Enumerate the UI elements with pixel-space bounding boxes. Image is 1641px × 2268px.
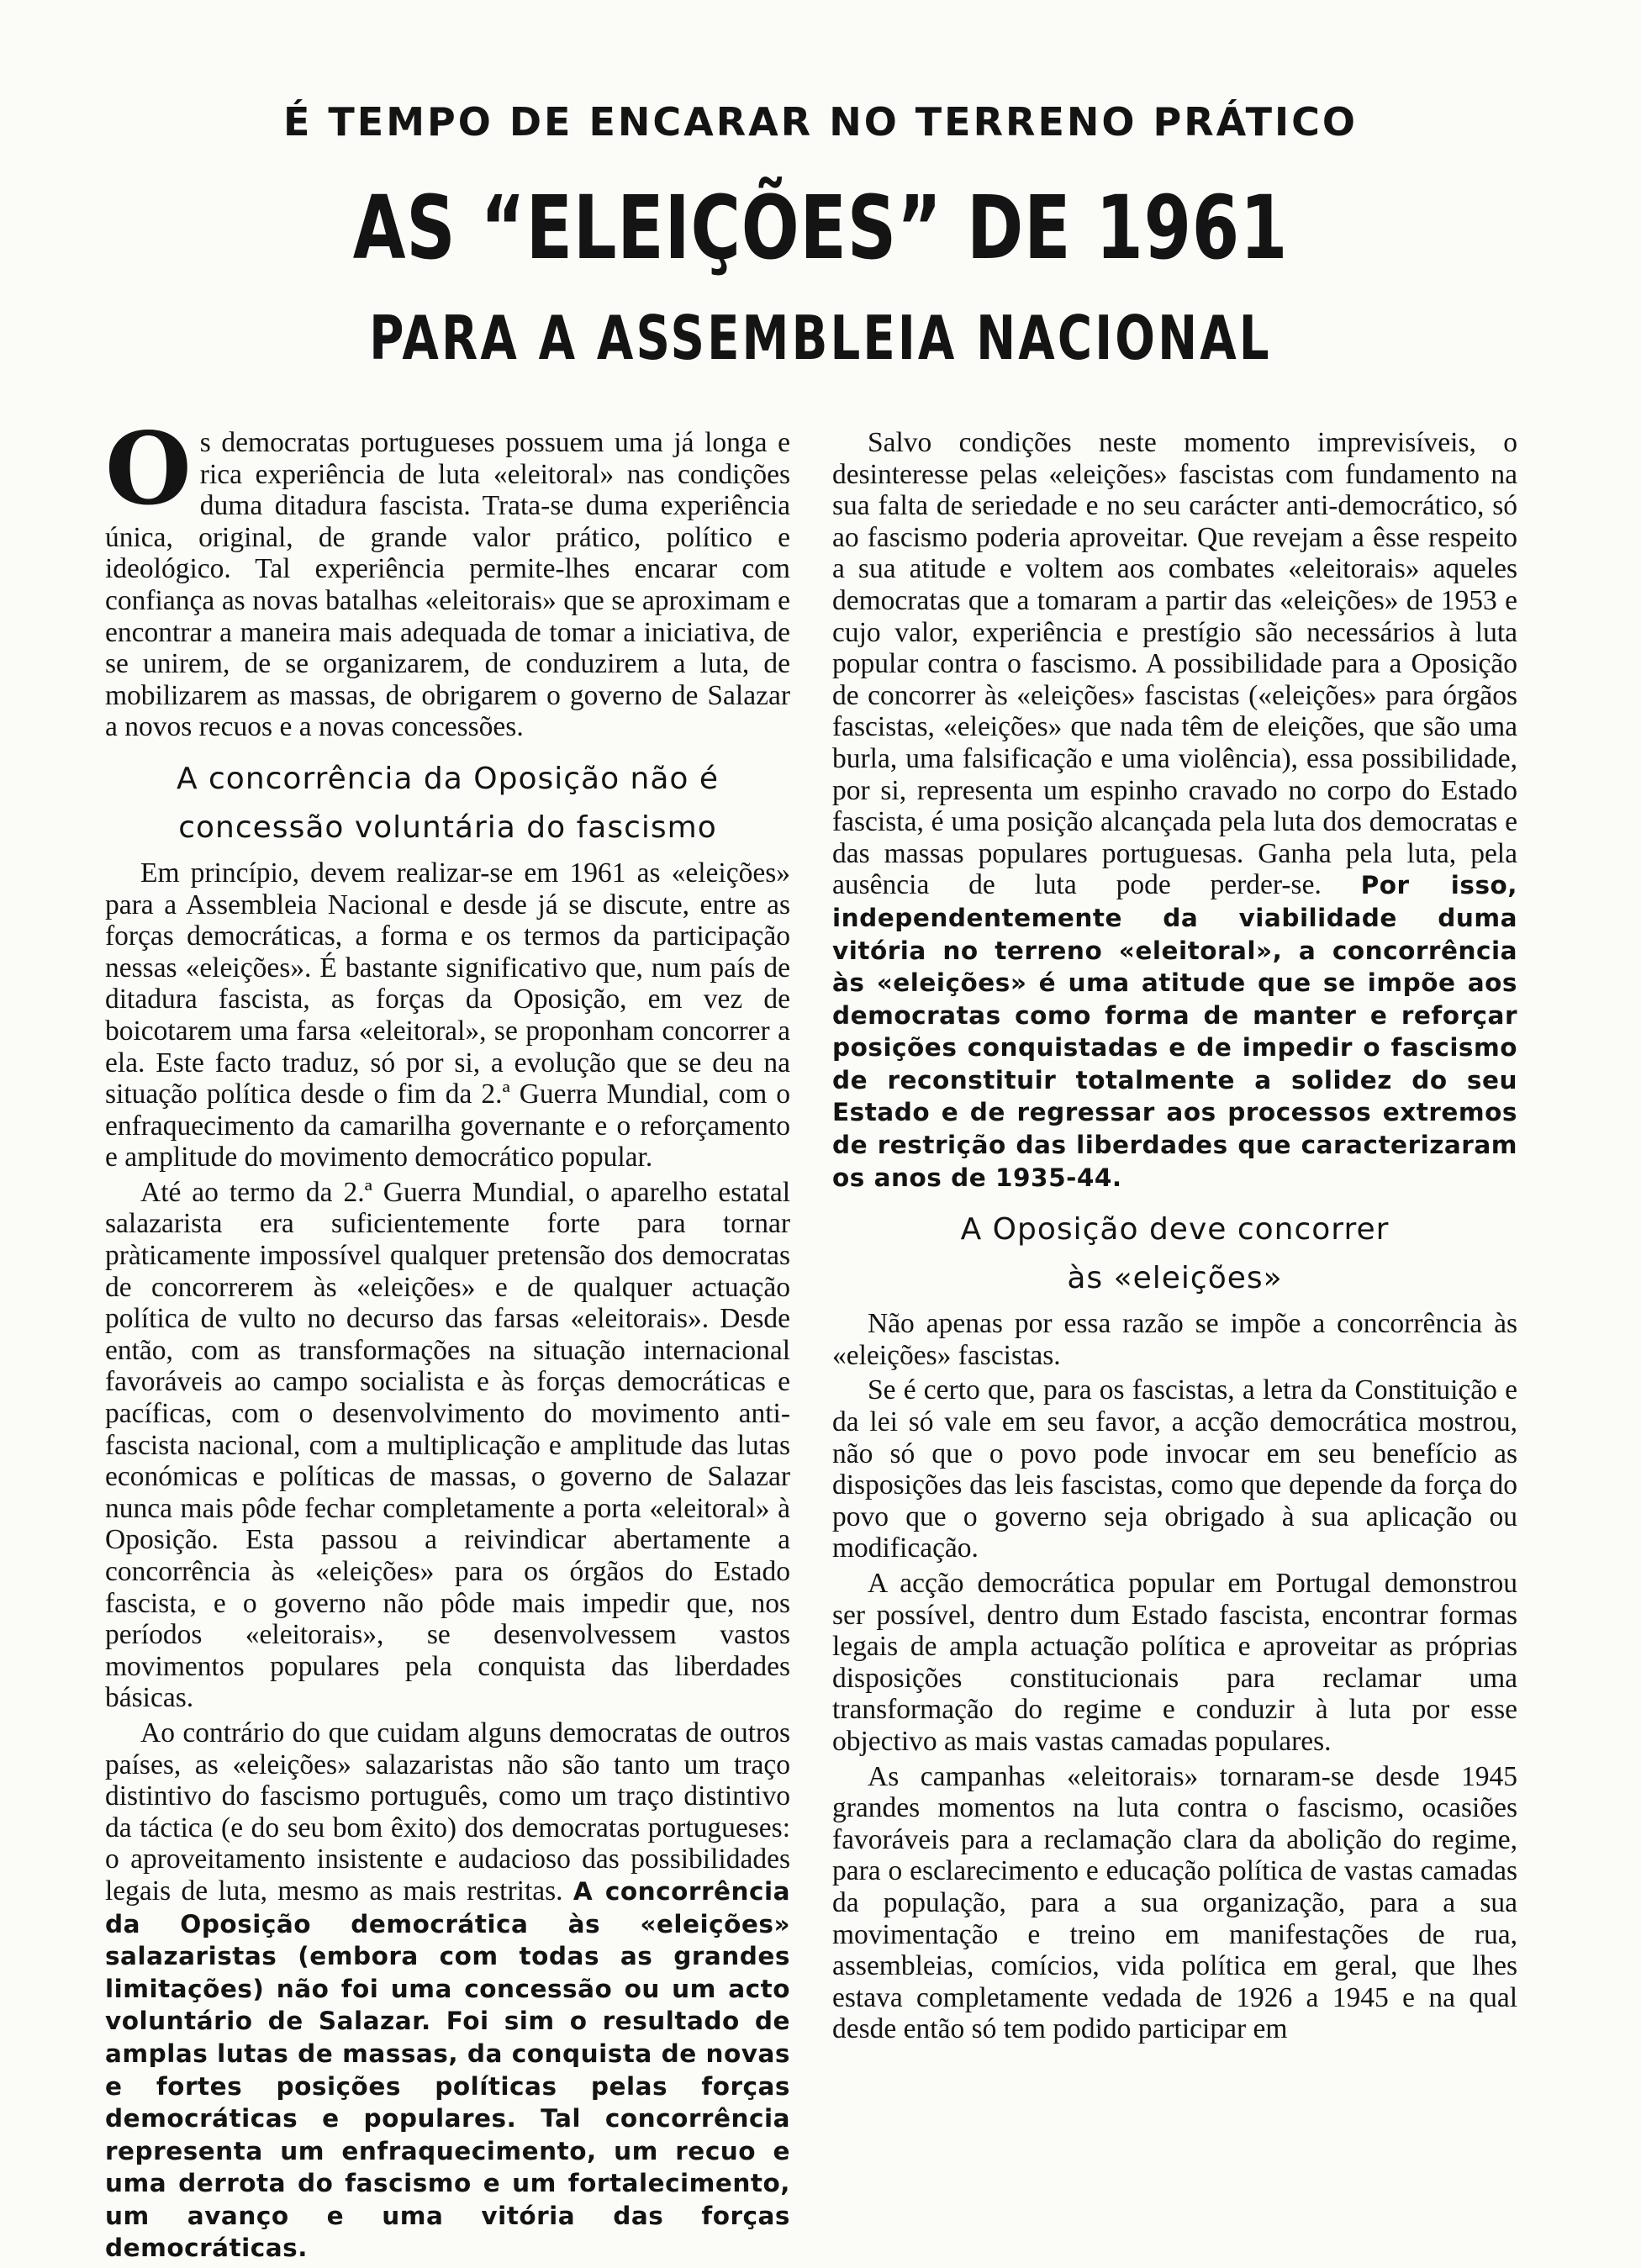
- body-paragraph: A acção democrática popular em Portugal demonstrou ser possível, dentro dum Estado fascista, encontrar formas legais de ampla actuação política e aproveitar as próprias disposições constitucionais para reclamar uma transformação do regime e conduzir à luta por esse objectivo as mais vastas camadas populares.: [832, 1568, 1517, 1757]
- intro-paragraph: [105, 410, 790, 743]
- section-heading-line: A Oposição deve concorrer: [960, 1212, 1390, 1247]
- section-heading-line: concessão voluntária do fascismo: [178, 810, 717, 845]
- body-paragraph: Até ao termo da 2.ª Guerra Mundial, o aparelho estatal salazarista era suficientemente forte para tornar pràticamente impossível qualquer pretensão dos democratas de concorrerem às «eleições» e de qualquer actuação política de vulto no decurso das farsas «eleitorais». Desde então, com as transformações na situação internacional favoráveis ao campo socialista e às forças democráticas e pacíficas, com o desenvolvimento do movimento anti-fascista nacional, com a multiplicação e amplitude das lutas económicas e políticas de massas, o governo de Salazar nunca mais pôde fechar completamente a porta «eleitoral» à Oposição. Esta passou a reivindicar abertamente a concorrência às «eleições» para os órgãos do Estado fascista, e o governo não pôde mais impedir que, nos períodos «eleitorais», se desenvolvessem vastos movimentos populares pela conquista das liberdades básicas.: [105, 1176, 790, 1714]
- body-paragraph: [105, 1717, 790, 2265]
- body-paragraph: As campanhas «eleitorais» tornaram-se desde 1945 grandes momentos na luta contra o fascismo, ocasiões favoráveis para a reclamação clara da abolição do regime, para o esclarecimento e educação política de vastas camadas da população, para a sua organização, para a sua movimentação e treino em manifestações de rua, assembleias, comícios, vida política em geral, que lhes estava completamente vedada de 1926 a 1945 e na qual desde então só tem podido participar em: [832, 1760, 1517, 2045]
- body-paragraph: Não apenas por essa razão se impõe a concorrência às «eleições» fascistas.: [832, 1308, 1517, 1371]
- section-heading-line: A concorrência da Oposição não é: [176, 761, 720, 796]
- drop-cap: O: [105, 410, 192, 527]
- body-text: Salvo condições neste momento imprevisíveis, o desinteresse pelas «eleições» fascistas com fundamento na sua falta de seriedade e no seu carácter anti-democrático, só ao fascismo poderia aproveitar. Que revejam a êsse respeito a sua atitude e voltem aos combates «eleitorais» aqueles democratas que a tomaram a partir das «eleições» de 1953 e cujo valor, experiência e prestígio são necessários à luta popular contra o fascismo. A possibilidade para a Oposição de concorrer às «eleições» fascistas («eleições» para órgãos fascistas, «eleições» que nada têm de eleições, que são uma burla, uma falsificação e uma violência), essa possibilidade, por si, representa um espinho cravado no corpo do Estado fascista, é uma posição alcançada pela luta dos democratas e das massas populares portuguesas. Ganha pela luta, pela ausência de luta pode perder-se.: [832, 427, 1517, 901]
- kicker-line: É TEMPO DE ENCARAR NO TERRENO PRÁTICO: [282, 99, 1359, 145]
- body-paragraph: Em princípio, devem realizar-se em 1961 as «eleições» para a Assembleia Nacional e desde já se discute, entre as forças democráticas, a forma e os termos da participação nessas «eleições». É bastante significativo que, num país de ditadura fascista, as forças da Oposição, em vez de boicotarem uma farsa «eleitoral», se proponham concorrer a ela. Este facto traduz, só por si, a evolução que se deu na situação política desde o fim da 2.ª Guerra Mundial, com o enfraquecimento da camarilha governante e o reforçamento e amplitude do movimento democrático popular.: [105, 857, 790, 1174]
- intro-text: s democratas portugueses possuem uma já longa e rica experiência de luta «eleitoral» nas condições duma ditadura fascista. Trata-se duma experiência única, original, de grande valor prático, político e ideológico. Tal experiência permite-lhes encarar com confiança as novas batalhas «eleitorais» que se aproximam e encontrar a maneira mais adequada de tomar a iniciativa, de se unirem, de se organizarem, de conduzirem a luta, de mobilizarem as massas, de obrigarem o governo de Salazar a novos recuos e a novas concessões.: [105, 427, 790, 743]
- body-paragraph: [832, 427, 1517, 1194]
- body-paragraph: Se é certo que, para os fascistas, a letra da Constituição e da lei só vale em seu favor, a acção democrática mostrou, não só que o povo pode invocar em seu benefício as disposições das leis fascistas, como que depende da força do povo que o governo seja obrigado à sua aplicação ou modificação.: [832, 1374, 1517, 1564]
- headline: AS “ELEIÇÕES” DE 1961: [352, 177, 1289, 279]
- emphasis-text: A concorrência da Oposição democrática às «eleições» salazaristas (embora com todas as grandes limitações) não foi uma concessão ou um acto voluntário de Salazar. Foi sim o resultado de amplas lutas de massas, da conquista de novas e fortes posições políticas pelas forças democráticas e populares. Tal concorrência representa um enfraquecimento, um recuo e uma derrota do fascismo e um fortalecimento, um avanço e uma vitória das forças democráticas.: [105, 1876, 791, 2263]
- section-heading-line: às «eleições»: [1067, 1261, 1283, 1296]
- right-column: [832, 427, 1517, 2049]
- emphasis-text: Por isso, independentemente da viabilidade duma vitória no terreno «eleitoral», a concorrência às «eleições» é uma atitude que se impõe aos democratas como forma de manter e reforçar posições conquistadas e de impedir o fascismo de reconstituir totalmente a solidez do seu Estado e de regressar aos processos extremos de restrição das liberdades que caracterizaram os anos de 1935-44.: [832, 871, 1517, 1192]
- left-column: [105, 410, 791, 2268]
- subheadline: PARA A ASSEMBLEIA NACIONAL: [369, 303, 1272, 373]
- section-heading-concorrencia: [105, 755, 790, 852]
- body-text: Ao contrário do que cuidam alguns democratas de outros países, as «eleições» salazaristas não são tanto um traço distintivo do fascismo português, como um traço distintivo da táctica (e do seu bom êxito) dos democratas portugueses: o aproveitamento insistente e audacioso das possibilidades legais de luta, mesmo as mais restritas.: [105, 1717, 790, 1907]
- section-heading-oposicao: [832, 1205, 1517, 1303]
